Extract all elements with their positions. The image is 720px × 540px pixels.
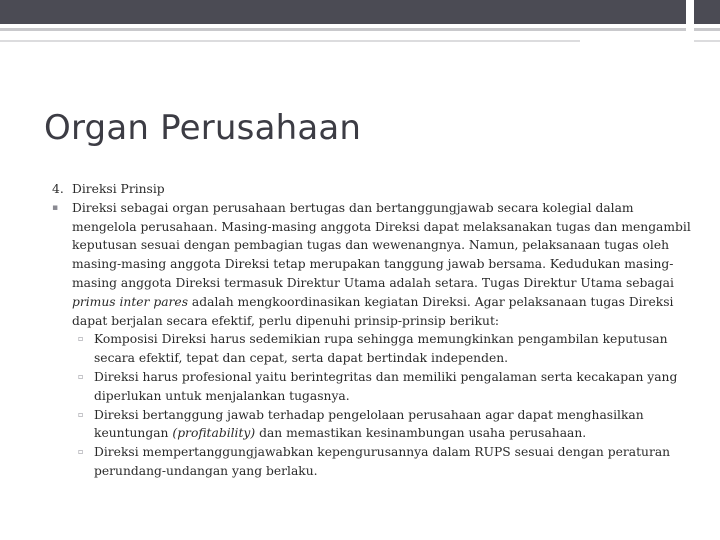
sub-bullet-text: Direksi mempertanggungjawabkan kepengurusannya dalam RUPS sesuai dengan peraturan perundang-undangan yang berlaku. [94, 445, 671, 478]
heading-text: Direksi Prinsip [72, 182, 165, 196]
top-rule-2-cap [694, 40, 720, 42]
sub-bullet-italic: (profitability) [172, 426, 256, 441]
sub-bullet-text: Direksi harus profesional yaitu berintegritas dan memiliki pengalaman serta kecakapan yang diperlukan untuk menjalankan tugasnya. [94, 369, 678, 403]
top-bar [0, 0, 720, 24]
sub-bullet [52, 406, 692, 444]
main-bullet [52, 199, 692, 331]
numbered-heading [52, 180, 692, 199]
slide-title: Organ Perusahaan [44, 108, 362, 148]
hollow-square-bullet-icon: ▫ [78, 334, 84, 344]
paragraph-italic: primus inter pares [72, 294, 189, 309]
hollow-square-bullet-icon: ▫ [78, 409, 84, 419]
slide-content [52, 180, 692, 481]
hollow-square-bullet-icon: ▫ [78, 371, 84, 381]
top-rule-1-cap [694, 28, 720, 31]
paragraph-text-2: adalah mengkoordinasikan kegiatan Direksi. Agar pelaksanaan tugas Direksi dapat berjalan secara efektif, perlu dipenuhi prinsip-prinsip berikut: [72, 294, 674, 328]
top-rule-2 [0, 40, 580, 42]
heading-number: 4. [52, 182, 64, 196]
top-rule-1 [0, 28, 686, 31]
square-bullet-icon: ▪ [52, 202, 59, 213]
sub-bullet [52, 330, 692, 368]
hollow-square-bullet-icon: ▫ [78, 447, 84, 457]
top-bar-cap-segment [694, 0, 720, 24]
sub-bullet-text: Komposisi Direksi harus sedemikian rupa sehingga memungkinkan pengambilan keputusan secara efektif, tepat dan cepat, serta dapat bertindak independen. [94, 332, 668, 366]
paragraph-text-1: Direksi sebagai organ perusahaan bertugas dan bertanggungjawab secara kolegial dalam mengelola perusahaan. Masing-masing anggota Direksi dapat melaksanakan tugas dan mengambil keputusan sesuai dengan pembagian tugas dan wewenangnya. Namun, pelaksanaan tugas oleh masing-masing anggota Direksi tetap merupakan tanggung jawab bersama. Kedudukan masing-masing anggota Direksi termasuk Direktur Utama adalah setara. Tugas Direktur Utama sebagai [72, 200, 691, 290]
sub-bullet [52, 368, 692, 406]
sub-bullet [52, 443, 692, 481]
sub-bullet-text-2: dan memastikan kesinambungan usaha perusahaan. [255, 426, 587, 441]
top-bar-dark-segment [0, 0, 686, 24]
sub-bullet-text-1: Direksi bertanggung jawab terhadap pengelolaan perusahaan agar dapat menghasilkan keuntungan [94, 407, 644, 441]
